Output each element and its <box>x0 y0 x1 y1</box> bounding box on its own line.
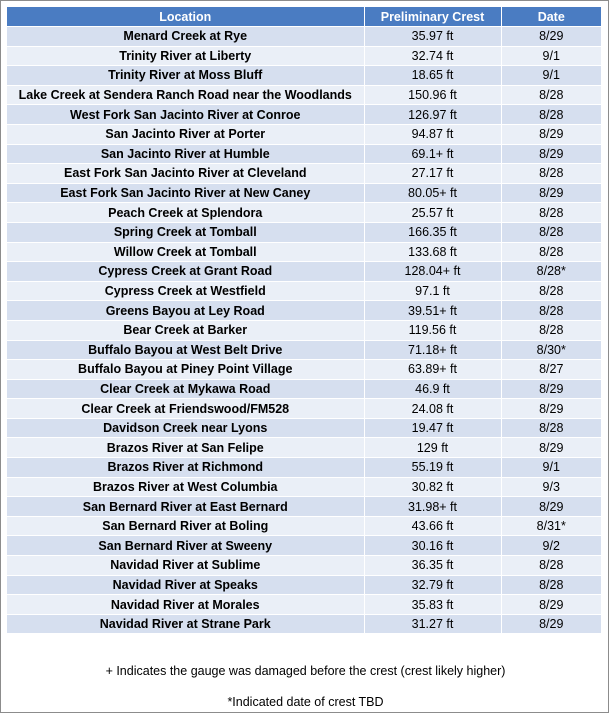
location-cell: San Bernard River at Sweeny <box>7 536 364 556</box>
table-row <box>7 340 601 360</box>
location-cell: Buffalo Bayou at Piney Point Village <box>7 360 364 380</box>
table-row <box>7 536 601 556</box>
table-row <box>7 438 601 458</box>
table-row <box>7 281 601 301</box>
crest-cell: 119.56 ft <box>364 320 501 340</box>
crest-cell: 128.04+ ft <box>364 262 501 282</box>
header-preliminary-crest: Preliminary Crest <box>364 7 501 27</box>
date-cell: 8/28 <box>501 242 601 262</box>
crest-cell: 94.87 ft <box>364 124 501 144</box>
location-cell: Davidson Creek near Lyons <box>7 418 364 438</box>
date-cell: 9/1 <box>501 458 601 478</box>
date-cell: 9/2 <box>501 536 601 556</box>
footnote-damaged-gauge: + Indicates the gauge was damaged before the crest (crest likely higher) <box>105 664 506 678</box>
date-cell: 8/28 <box>501 320 601 340</box>
table-row <box>7 320 601 340</box>
crest-cell: 46.9 ft <box>364 379 501 399</box>
table-row <box>7 46 601 66</box>
location-cell: Buffalo Bayou at West Belt Drive <box>7 340 364 360</box>
crest-cell: 166.35 ft <box>364 222 501 242</box>
table-row <box>7 203 601 223</box>
crest-cell: 18.65 ft <box>364 66 501 86</box>
date-cell: 8/29 <box>501 124 601 144</box>
location-cell: Menard Creek at Rye <box>7 27 364 47</box>
date-cell: 8/29 <box>501 497 601 517</box>
table-row <box>7 458 601 478</box>
date-cell: 8/28 <box>501 418 601 438</box>
crest-cell: 19.47 ft <box>364 418 501 438</box>
date-cell: 8/28 <box>501 222 601 242</box>
crest-cell: 80.05+ ft <box>364 183 501 203</box>
location-cell: Brazos River at Richmond <box>7 458 364 478</box>
table-row <box>7 614 601 633</box>
crest-cell: 126.97 ft <box>364 105 501 125</box>
location-cell: West Fork San Jacinto River at Conroe <box>7 105 364 125</box>
table-row <box>7 144 601 164</box>
location-cell: Cypress Creek at Grant Road <box>7 262 364 282</box>
location-cell: Peach Creek at Splendora <box>7 203 364 223</box>
crest-cell: 55.19 ft <box>364 458 501 478</box>
date-cell: 8/28 <box>501 281 601 301</box>
location-cell: Lake Creek at Sendera Ranch Road near the Woodlands <box>7 85 364 105</box>
location-cell: Navidad River at Strane Park <box>7 614 364 633</box>
date-cell: 8/29 <box>501 595 601 615</box>
table-row <box>7 85 601 105</box>
date-cell: 8/31* <box>501 516 601 536</box>
table-row <box>7 66 601 86</box>
table-row <box>7 399 601 419</box>
footnote-date-tbd: *Indicated date of crest TBD <box>227 695 384 709</box>
date-cell: 8/28 <box>501 203 601 223</box>
crest-cell: 133.68 ft <box>364 242 501 262</box>
date-cell: 9/1 <box>501 66 601 86</box>
date-cell: 8/28 <box>501 556 601 576</box>
header-date: Date <box>501 7 601 27</box>
crest-cell: 35.83 ft <box>364 595 501 615</box>
location-cell: East Fork San Jacinto River at Cleveland <box>7 164 364 184</box>
crest-cell: 71.18+ ft <box>364 340 501 360</box>
date-cell: 8/29 <box>501 614 601 633</box>
table-row <box>7 164 601 184</box>
date-cell: 8/28 <box>501 164 601 184</box>
location-cell: Navidad River at Morales <box>7 595 364 615</box>
table-row <box>7 242 601 262</box>
table-row <box>7 124 601 144</box>
crest-cell: 43.66 ft <box>364 516 501 536</box>
crest-cell: 27.17 ft <box>364 164 501 184</box>
table-row <box>7 477 601 497</box>
location-cell: San Bernard River at East Bernard <box>7 497 364 517</box>
table-row <box>7 262 601 282</box>
location-cell: Navidad River at Speaks <box>7 575 364 595</box>
crest-cell: 150.96 ft <box>364 85 501 105</box>
location-cell: Trinity River at Liberty <box>7 46 364 66</box>
date-cell: 8/29 <box>501 399 601 419</box>
table-row <box>7 418 601 438</box>
crest-cell: 129 ft <box>364 438 501 458</box>
date-cell: 8/28* <box>501 262 601 282</box>
crest-cell: 30.82 ft <box>364 477 501 497</box>
location-cell: Spring Creek at Tomball <box>7 222 364 242</box>
table-row <box>7 27 601 47</box>
date-cell: 8/28 <box>501 301 601 321</box>
crest-cell: 35.97 ft <box>364 27 501 47</box>
date-cell: 8/29 <box>501 379 601 399</box>
date-cell: 8/27 <box>501 360 601 380</box>
crest-cell: 31.98+ ft <box>364 497 501 517</box>
location-cell: Willow Creek at Tomball <box>7 242 364 262</box>
location-cell: San Bernard River at Boling <box>7 516 364 536</box>
date-cell: 9/3 <box>501 477 601 497</box>
location-cell: East Fork San Jacinto River at New Caney <box>7 183 364 203</box>
date-cell: 8/29 <box>501 144 601 164</box>
location-cell: Brazos River at San Felipe <box>7 438 364 458</box>
table-row <box>7 556 601 576</box>
crest-cell: 24.08 ft <box>364 399 501 419</box>
crest-table <box>7 7 601 633</box>
table-row <box>7 183 601 203</box>
table-row <box>7 516 601 536</box>
table-row <box>7 497 601 517</box>
location-cell: Trinity River at Moss Bluff <box>7 66 364 86</box>
header-location: Location <box>7 7 364 27</box>
location-cell: San Jacinto River at Humble <box>7 144 364 164</box>
location-cell: Clear Creek at Friendswood/FM528 <box>7 399 364 419</box>
crest-cell: 25.57 ft <box>364 203 501 223</box>
crest-cell: 69.1+ ft <box>364 144 501 164</box>
crest-cell: 97.1 ft <box>364 281 501 301</box>
crest-cell: 39.51+ ft <box>364 301 501 321</box>
date-cell: 8/29 <box>501 438 601 458</box>
crest-cell: 30.16 ft <box>364 536 501 556</box>
crest-cell: 63.89+ ft <box>364 360 501 380</box>
date-cell: 9/1 <box>501 46 601 66</box>
date-cell: 8/29 <box>501 183 601 203</box>
table-header-row <box>7 7 601 27</box>
location-cell: Navidad River at Sublime <box>7 556 364 576</box>
location-cell: Brazos River at West Columbia <box>7 477 364 497</box>
table-row <box>7 360 601 380</box>
table-row <box>7 222 601 242</box>
date-cell: 8/29 <box>501 27 601 47</box>
table-row <box>7 595 601 615</box>
location-cell: Clear Creek at Mykawa Road <box>7 379 364 399</box>
date-cell: 8/28 <box>501 105 601 125</box>
date-cell: 8/28 <box>501 85 601 105</box>
location-cell: Bear Creek at Barker <box>7 320 364 340</box>
location-cell: San Jacinto River at Porter <box>7 124 364 144</box>
crest-cell: 32.79 ft <box>364 575 501 595</box>
crest-cell: 32.74 ft <box>364 46 501 66</box>
location-cell: Greens Bayou at Ley Road <box>7 301 364 321</box>
location-cell: Cypress Creek at Westfield <box>7 281 364 301</box>
table-row <box>7 379 601 399</box>
date-cell: 8/28 <box>501 575 601 595</box>
crest-cell: 36.35 ft <box>364 556 501 576</box>
table-row <box>7 575 601 595</box>
table-row <box>7 301 601 321</box>
table-row <box>7 105 601 125</box>
crest-cell: 31.27 ft <box>364 614 501 633</box>
date-cell: 8/30* <box>501 340 601 360</box>
table-body <box>7 27 601 634</box>
